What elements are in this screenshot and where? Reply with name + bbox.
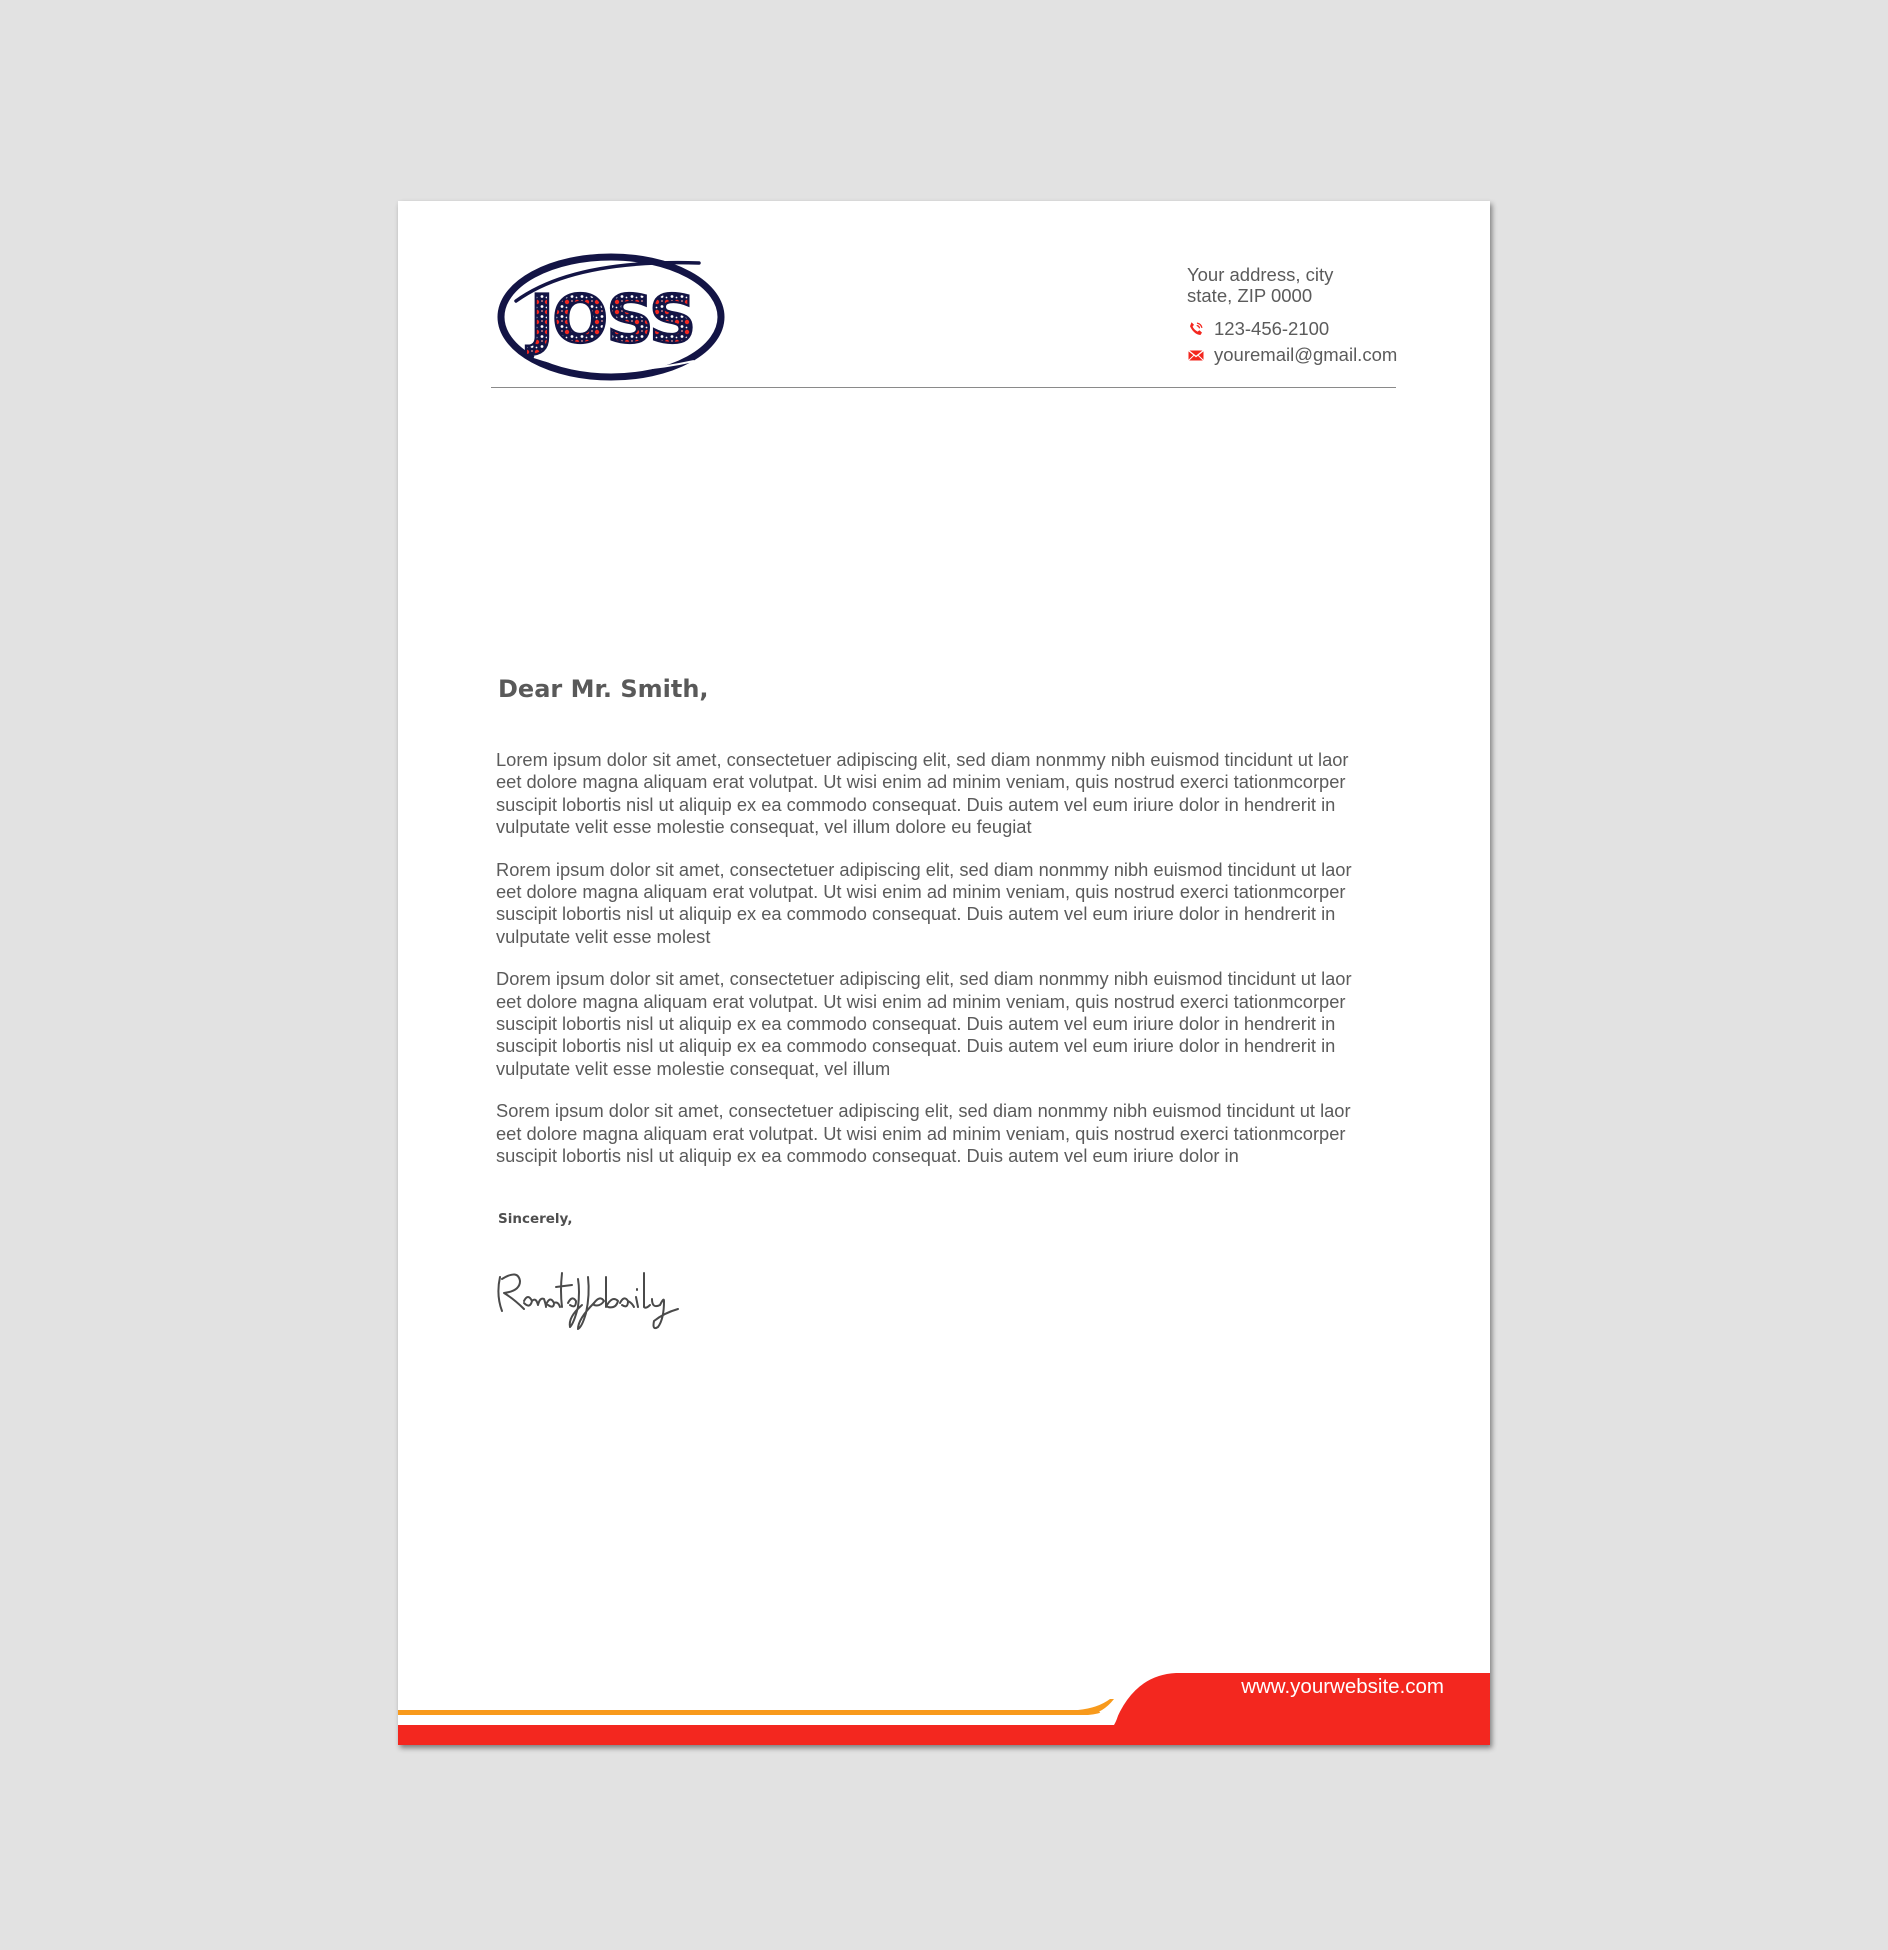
paragraph-line: eet dolore magna aliquam erat volutpat. Ut wisi enim ad minim veniam, quis nostrud exerci tationmcorper xyxy=(496,881,1346,903)
website-link[interactable]: www.yourwebsite.com xyxy=(1241,1675,1444,1698)
envelope-icon xyxy=(1187,346,1205,364)
paragraph-line: eet dolore magna aliquam erat volutpat. Ut wisi enim ad minim veniam, quis nostrud exerci tationmcorper xyxy=(496,990,1346,1012)
email-address: youremail@gmail.com xyxy=(1214,344,1398,365)
footer-band xyxy=(398,1661,1490,1745)
contact-block xyxy=(1187,264,1427,365)
paragraph-1 xyxy=(496,749,1396,839)
paragraph-line: suscipit lobortis nisl ut aliquip ex ea commodo consequat. Duis autem vel eum iriure dolor in hendrerit in xyxy=(496,1035,1336,1057)
address-line-2: state, ZIP 0000 xyxy=(1187,285,1313,306)
paragraph-2 xyxy=(496,859,1396,949)
logo-wordmark: JOSS xyxy=(529,281,695,358)
salutation: Dear Mr. Smith, xyxy=(498,675,709,703)
paragraph-line: eet dolore magna aliquam erat volutpat. Ut wisi enim ad minim veniam, quis nostrud exerci tationmcorper xyxy=(496,771,1346,793)
paragraph-4 xyxy=(496,1100,1396,1167)
closing: Sincerely, xyxy=(498,1211,573,1227)
paragraph-line: Lorem ipsum dolor sit amet, consectetuer adipiscing elit, sed diam nonmmy nibh euismod tincidunt ut laor xyxy=(496,749,1349,770)
paragraph-line: Rorem ipsum dolor sit amet, consectetuer adipiscing elit, sed diam nonmmy nibh euismod tincidunt ut laor xyxy=(496,858,1352,880)
paragraph-line: suscipit lobortis nisl ut aliquip ex ea commodo consequat. Duis autem vel eum iriure dolor in xyxy=(496,1145,1239,1167)
paragraph-line: vulputate velit esse molest xyxy=(496,925,711,947)
joss-logo xyxy=(494,249,729,385)
paragraph-line: vulputate velit esse molestie consequat, vel illum xyxy=(496,1057,891,1079)
paragraph-line: suscipit lobortis nisl ut aliquip ex ea commodo consequat. Duis autem vel eum iriure dolor in hendrerit in xyxy=(496,1013,1336,1035)
paragraph-line: Dorem ipsum dolor sit amet, consectetuer adipiscing elit, sed diam nonmmy nibh euismod tincidunt ut laor xyxy=(496,968,1352,990)
header-divider xyxy=(491,387,1396,388)
paragraph-line: eet dolore magna aliquam erat volutpat. Ut wisi enim ad minim veniam, quis nostrud exerci tationmcorper xyxy=(496,1122,1346,1144)
signature xyxy=(494,1261,684,1331)
footer-stripes xyxy=(398,1661,1490,1745)
phone-icon xyxy=(1187,320,1205,338)
letter-body xyxy=(496,749,1396,1188)
letterhead-page xyxy=(398,201,1490,1745)
address xyxy=(1187,264,1427,306)
paragraph-line: suscipit lobortis nisl ut aliquip ex ea commodo consequat. Duis autem vel eum iriure dolor in hendrerit in xyxy=(496,793,1336,815)
phone-number: 123-456-2100 xyxy=(1214,318,1330,339)
paragraph-3 xyxy=(496,968,1396,1080)
address-line-1: Your address, city xyxy=(1187,264,1334,285)
phone-row xyxy=(1187,318,1427,339)
paragraph-line: Sorem ipsum dolor sit amet, consectetuer adipiscing elit, sed diam nonmmy nibh euismod tincidunt ut laor xyxy=(496,1100,1351,1122)
paragraph-line: suscipit lobortis nisl ut aliquip ex ea commodo consequat. Duis autem vel eum iriure dolor in hendrerit in xyxy=(496,903,1336,925)
paragraph-line: vulputate velit esse molestie consequat, vel illum dolore eu feugiat xyxy=(496,816,1032,838)
email-row xyxy=(1187,344,1427,365)
